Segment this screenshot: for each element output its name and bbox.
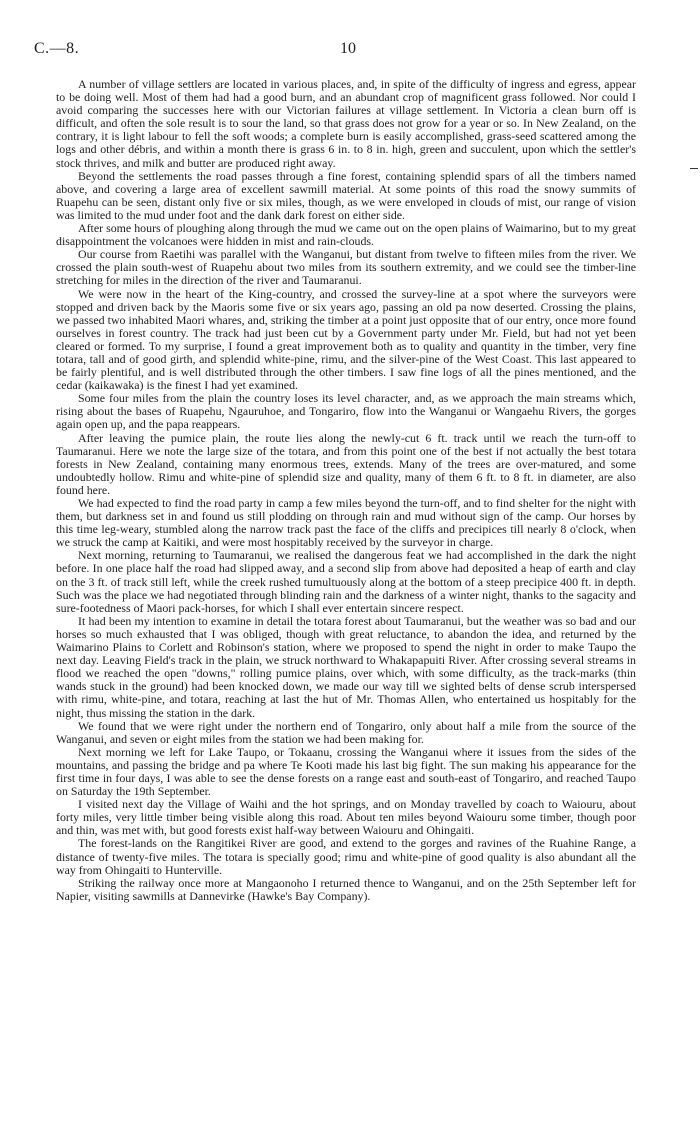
paragraph: Next morning, returning to Taumaranui, we realised the dangerous feat we had accomplished in the dark the night before. In one place half the road had slipped away, and a second slip from above had deposited a heap of earth and clay on the 3 ft. of track still left, while the creek rushed tumultuously along at the bottom of a steep precipice 400 ft. in depth. Such was the place we had negotiated through blinding rain and the darkness of a winter night, thanks to the sagacity and sure-footedness of Maori pack-horses, for which I shall ever entertain sincere respect.: [56, 548, 636, 615]
margin-mark: [690, 168, 698, 169]
paragraph: I visited next day the Village of Waihi and the hot springs, and on Monday travelled by coach to Waiouru, about forty miles, very little timber being visible along this road. About ten miles beyond Waiouru some timber, though poor and thin, was met with, but good forests exist half-way between Waiouru and Ohingaiti.: [56, 797, 636, 838]
paragraph: Next morning we left for Lake Taupo, or Tokaanu, crossing the Wanganui where it issues from the sides of the mountains, and passing the bridge and pa where Te Kooti made his last big fight. The sun making his appearance for the first time in four days, I was able to see the dense forests on a range east and south-east of Tongariro, and reached Taupo on Saturday the 19th September.: [56, 744, 636, 799]
paragraph: The forest-lands on the Rangitikei River are good, and extend to the gorges and ravines of the Ruahine Range, a distance of twenty-five miles. The totara is specially good; rimu and white-pine of good quality is also abundant all the way from Ohingaiti to Hunterville.: [56, 836, 636, 877]
page-number: 10: [340, 40, 356, 57]
paragraph: It had been my intention to examine in detail the totara forest about Taumaranui, but the weather was so bad and our horses so much exhausted that I was obliged, though with great reluctance, to abandon the idea, and returned by the Waimarino Plains to Corlett and Robinson's station, where we proposed to spend the night in order to make Taupo the next day. Leaving Field's track in the plain, we struck northward to Whakapapuiti River. After crossing several streams in flood we reached the open "downs," rolling pumice plains, over which, with some difficulty, as the track-marks (thin wands stuck in the ground) had been knocked down, we made our way till we sighted belts of dense scrub interspersed with rimu, white-pine, and totara, reaching at last the hut of Mr. Thomas Allen, who entertained us hospitably for the night, thus missing the station in the dark.: [56, 613, 636, 720]
document-reference: C.—8.: [34, 40, 80, 57]
paragraph: After some hours of ploughing along through the mud we came out on the open plains of Waimarino, but to my great disappointment the volcanoes were hidden in mist and rain-clouds.: [56, 221, 636, 249]
paragraph: Our course from Raetihi was parallel with the Wanganui, but distant from twelve to fifteen miles from the river. We crossed the plain south-west of Ruapehu about two miles from its southern extremity, and we could see the timber-line stretching for miles in the direction of the river and Taumaranui.: [56, 247, 636, 288]
paragraph: Beyond the settlements the road passes through a fine forest, containing splendid spars of all the timbers named above, and covering a large area of excellent sawmill material. At some points of this road the snowy summits of Ruapehu can be seen, distant only five or six miles, though, as we were enveloped in clouds of mist, our range of vision was limited to the mud under foot and the dank dark forest on either side.: [56, 168, 636, 222]
body-text: [56, 78, 636, 903]
paragraph: Some four miles from the plain the country loses its level character, and, as we approach the main streams which, rising about the bases of Ruapehu, Ngauruhoe, and Tongariro, flow into the Wanganui or Wangaehu Rivers, the gorges again open up, and the papa reappears.: [56, 391, 636, 432]
page-header: [34, 40, 674, 64]
paragraph: We were now in the heart of the King-country, and crossed the survey-line at a spot where the surveyors were stopped and driven back by the Maoris some five or six years ago, passing an old pa now deserted. Crossing the plains, we passed two inhabited Maori whares, and, striking the timber at a point just opposite that of our entry, once more found ourselves in forest country. The track had just been cut by a Government party under Mr. Field, but had not yet been cleared or formed. To my surprise, I found a great improvement both as to quality and quantity in the timber, very fine totara, tall and of good girth, and splendid white-pine, rimu, and the silver-pine of the West Coast. This last appeared to be fairly plentiful, and is well distributed through the other timbers. I saw fine logs of all the pines mentioned, and the cedar (kaikawaka) is the finest I had yet examined.: [56, 286, 636, 393]
paragraph: After leaving the pumice plain, the route lies along the newly-cut 6 ft. track until we reach the turn-off to Taumaranui. Here we note the large size of the totara, and from this point one of the best if not actually the best totara forests in New Zealand, containing many enormous trees, extends. Many of the trees are over-matured, and some undoubtedly hollow. Rimu and white-pine of splendid size and quality, many of them 6 ft. to 8 ft. in diameter, are also found here.: [56, 430, 636, 497]
paragraph: A number of village settlers are located in various places, and, in spite of the difficulty of ingress and egress, appear to be doing well. Most of them had had a good burn, and an abundant crop of magnificent grass followed. Nor could I avoid comparing the successes here with our Victorian failures at village settlement. In Victoria a clean burn off is difficult, and often the sole result is to sour the land, so that grass does not grow for a year or so. In New Zealand, on the contrary, it is light labour to fell the soft woods; a complete burn is easily accomplished, grass-seed scattered among the logs and other débris, and within a month there is grass 6 in. to 8 in. high, green and succulent, upon which the settler's stock thrives, and milk and butter are produced right away.: [56, 77, 636, 170]
paragraph: We found that we were right under the northern end of Tongariro, only about half a mile from the source of the Wanganui, and seven or eight miles from the station we had been making for.: [56, 718, 636, 746]
paragraph: We had expected to find the road party in camp a few miles beyond the turn-off, and to find shelter for the night with them, but darkness set in and found us still plodding on through rain and mud without sign of the camp. Our horses by this time leg-weary, stumbled along the narrow track past the face of the cliffs and precipices till nearly 8 o'clock, when we struck the camp at Kaitiki, and were most hospitably received by the surveyor in charge.: [56, 496, 636, 550]
paragraph: Striking the railway once more at Mangaonoho I returned thence to Wanganui, and on the 25th September left for Napier, visiting sawmills at Dannevirke (Hawke's Bay Company).: [56, 875, 636, 903]
